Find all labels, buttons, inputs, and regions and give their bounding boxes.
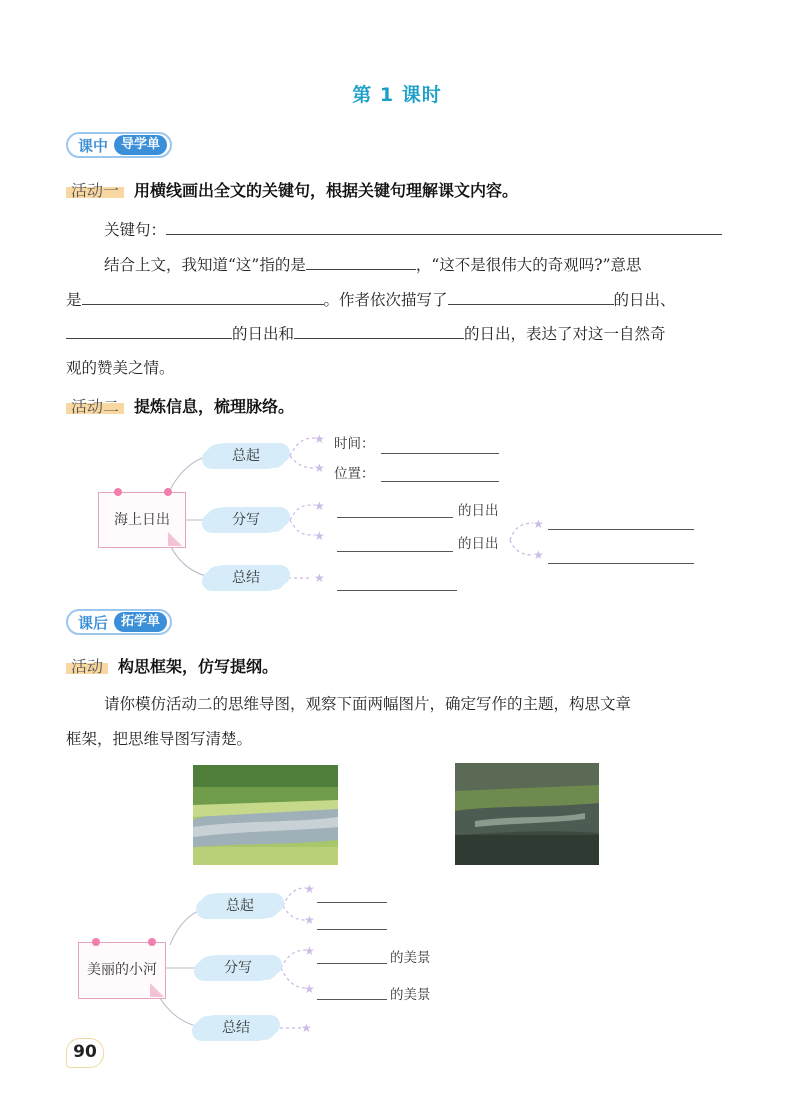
instruction-line-1: 请你模仿活动二的思维导图，观察下面两幅图片，确定写作的主题，构思文章 xyxy=(104,695,632,713)
activity-text: 构思框架，仿写提纲。 xyxy=(118,657,279,676)
intro-blank-1[interactable] xyxy=(317,901,387,903)
activity-text: 提炼信息，梳理脉络。 xyxy=(134,397,295,416)
page-number: 90 xyxy=(66,1038,104,1068)
sub-detail-blank-2[interactable] xyxy=(548,562,694,564)
time-blank[interactable] xyxy=(381,452,499,454)
mindmap2-branch-detail: 分写 xyxy=(198,956,278,980)
star-icon: ★ xyxy=(304,982,315,996)
star-icon: ★ xyxy=(301,1021,312,1035)
star-icon: ★ xyxy=(533,548,544,562)
mindmap-center-note: 海上日出 xyxy=(98,492,186,548)
detail2-blank-2[interactable] xyxy=(317,998,387,1000)
page-title: 第 1 课时 xyxy=(352,84,442,106)
detail-blank-2[interactable] xyxy=(337,550,453,552)
pin-icon xyxy=(92,938,100,946)
scenery-label-1: 的美景 xyxy=(390,950,431,966)
paragraph-line-4: 观的赞美之情。 xyxy=(66,359,175,377)
text-segment: 。作者依次描写了 xyxy=(323,291,448,309)
sub-detail-blank-1[interactable] xyxy=(548,528,694,530)
pin-icon xyxy=(164,488,172,496)
note-fold-icon xyxy=(150,983,164,997)
text-segment: 的日出和 xyxy=(232,325,295,343)
river-photo-1 xyxy=(193,765,338,865)
star-icon: ★ xyxy=(314,499,325,513)
section-badge-after-class xyxy=(66,609,172,635)
activity-tag: 活动 xyxy=(66,654,108,677)
place-blank[interactable] xyxy=(381,480,499,482)
activity-tag: 活动一 xyxy=(66,178,124,201)
mindmap2-center-note: 美丽的小河 xyxy=(78,942,166,999)
text-segment: 结合上文，我知道“这”指的是 xyxy=(104,256,306,274)
star-icon: ★ xyxy=(533,517,544,531)
activity-text: 用横线画出全文的关键句，根据关键句理解课文内容。 xyxy=(134,181,519,200)
text-segment: 的日出，表达了对这一自然奇 xyxy=(464,325,666,343)
star-icon: ★ xyxy=(304,944,315,958)
detail-blank-1[interactable] xyxy=(337,516,453,518)
activity-3-heading xyxy=(66,654,278,677)
intro-blank-2[interactable] xyxy=(317,928,387,930)
sunrise-label-1: 的日出 xyxy=(458,503,499,519)
badge-right-label: 导学单 xyxy=(114,135,167,155)
badge-left-label: 课后 xyxy=(78,613,109,632)
star-icon: ★ xyxy=(304,913,315,927)
star-icon: ★ xyxy=(314,432,325,446)
scenery-label-2: 的美景 xyxy=(390,987,431,1003)
text-segment: ，“这不是很伟大的奇观吗?”意思 xyxy=(415,256,642,274)
place-label: 位置： xyxy=(334,466,375,482)
star-icon: ★ xyxy=(314,461,325,475)
mindmap2-branch-intro: 总起 xyxy=(200,894,280,918)
river-photo-2 xyxy=(455,763,599,865)
star-icon: ★ xyxy=(314,571,325,585)
time-label: 时间： xyxy=(334,436,375,452)
mindmap-branch-intro: 总起 xyxy=(206,444,286,468)
activity-tag: 活动二 xyxy=(66,394,124,417)
instruction-line-2: 框架，把思维导图写清楚。 xyxy=(66,730,253,748)
mindmap2-branch-summary: 总结 xyxy=(196,1016,276,1040)
badge-right-label: 拓学单 xyxy=(114,612,167,632)
river-photo-1-image xyxy=(193,765,338,865)
text-segment: 是 xyxy=(66,291,82,309)
text-segment: 的日出、 xyxy=(613,291,676,309)
summary-blank[interactable] xyxy=(337,589,457,591)
key-sentence-label: 关键句： xyxy=(104,221,167,239)
sunrise-label-2: 的日出 xyxy=(458,536,499,552)
detail2-blank-1[interactable] xyxy=(317,962,387,964)
star-icon: ★ xyxy=(314,529,325,543)
badge-left-label: 课中 xyxy=(78,136,109,155)
note-fold-icon xyxy=(168,532,182,546)
mindmap-branch-summary: 总结 xyxy=(206,566,286,590)
star-icon: ★ xyxy=(304,882,315,896)
river-photo-2-image xyxy=(455,763,599,865)
pin-icon xyxy=(148,938,156,946)
mindmap-branch-detail: 分写 xyxy=(206,508,286,532)
pin-icon xyxy=(114,488,122,496)
